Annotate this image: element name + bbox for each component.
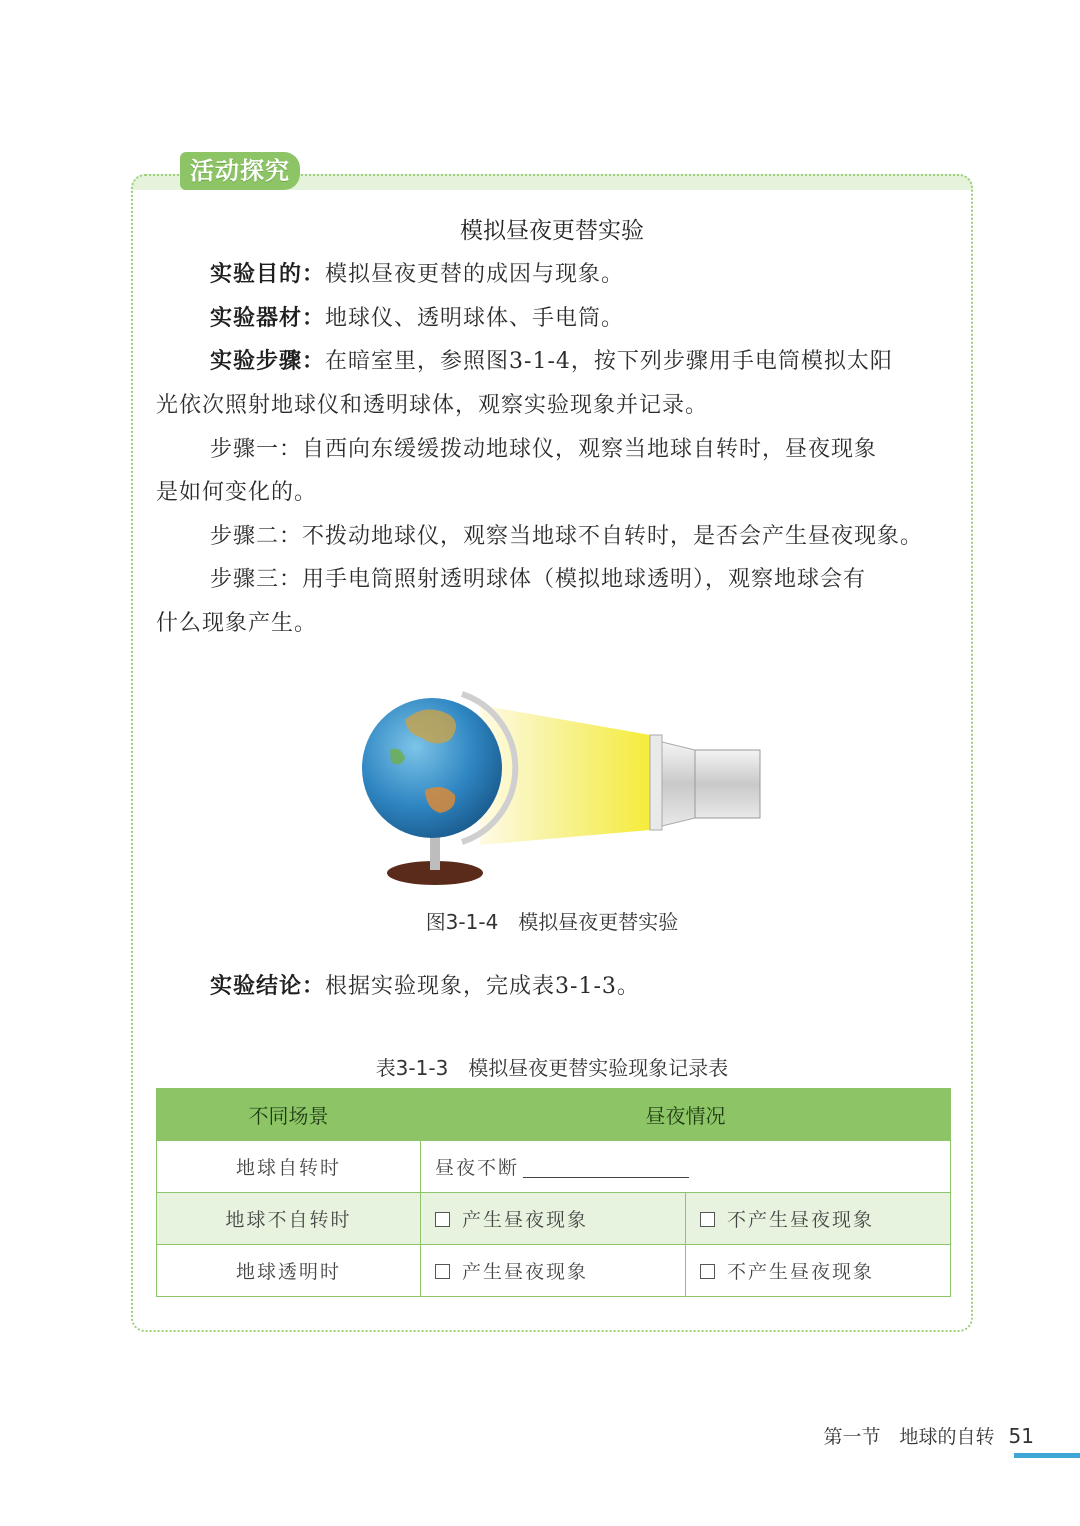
checkbox[interactable] [435,1264,450,1279]
purpose-label: 实验目的： [210,262,326,287]
table-row [157,1141,951,1193]
steps-line-2: 光依次照射地球仪和透明球体，观察实验现象并记录。 [156,393,709,418]
option-label: 产生昼夜现象 [462,1261,589,1283]
checkbox[interactable] [435,1212,450,1227]
page-footer [824,1422,1034,1449]
purpose-text: 模拟昼夜更替的成因与现象。 [325,262,625,287]
materials-text: 地球仪、透明球体、手电筒。 [325,306,625,331]
checkbox[interactable] [700,1264,715,1279]
fill-cell [421,1141,951,1193]
materials-label: 实验器材： [210,306,326,331]
step1-line-2: 是如何变化的。 [156,480,318,505]
experiment-title: 模拟昼夜更替实验 [460,218,644,244]
materials-line [156,304,952,334]
flashlight-head [650,735,662,830]
globe-stand [430,835,440,870]
flashlight-neck [662,742,695,826]
table-caption: 表3-1-3 模拟昼夜更替实验现象记录表 [375,1056,729,1080]
answer-blank[interactable] [523,1159,689,1178]
option-cell [421,1193,686,1245]
footer-accent-bar [1014,1453,1080,1458]
option-cell [686,1245,951,1297]
header-daynight: 昼夜情况 [421,1089,951,1141]
record-table [156,1088,951,1297]
step1-line-1: 步骤一：自西向东缓缓拨动地球仪，观察当地球自转时，昼夜现象 [210,437,878,462]
option-label: 不产生昼夜现象 [727,1209,875,1231]
option-cell [686,1193,951,1245]
footer-section: 第一节 地球的自转 [823,1426,995,1448]
steps-line-1 [156,347,952,377]
scene-cell: 地球自转时 [157,1141,421,1193]
table-header-row [157,1089,951,1141]
activity-tag: 活动探究 [180,152,300,190]
purpose-line [156,260,952,290]
globe-flashlight-figure [350,680,770,890]
page-number: 51 [1008,1424,1034,1448]
conclusion-text: 根据实验现象，完成表3-1-3。 [325,974,640,999]
option-label: 不产生昼夜现象 [727,1261,875,1283]
flashlight-body [695,750,760,818]
scene-cell: 地球不自转时 [157,1193,421,1245]
conclusion-line [156,972,952,1002]
step3-line-2: 什么现象产生。 [156,611,318,636]
option-label: 产生昼夜现象 [462,1209,589,1231]
step3-line-1: 步骤三：用手电筒照射透明球体（模拟地球透明），观察地球会有 [210,567,867,592]
checkbox[interactable] [700,1212,715,1227]
table-row [157,1193,951,1245]
step2-line-1: 步骤二：不拨动地球仪，观察当地球不自转时，是否会产生昼夜现象。 [210,524,924,549]
steps-text-1: 在暗室里，参照图3-1-4，按下列步骤用手电筒模拟太阳 [325,349,893,374]
header-scene: 不同场景 [157,1089,421,1141]
fill-text: 昼夜不断 [435,1157,520,1179]
figure-caption: 图3-1-4 模拟昼夜更替实验 [425,910,679,934]
steps-label: 实验步骤： [210,349,326,374]
conclusion-label: 实验结论： [210,974,326,999]
scene-cell: 地球透明时 [157,1245,421,1297]
option-cell [421,1245,686,1297]
table-row [157,1245,951,1297]
